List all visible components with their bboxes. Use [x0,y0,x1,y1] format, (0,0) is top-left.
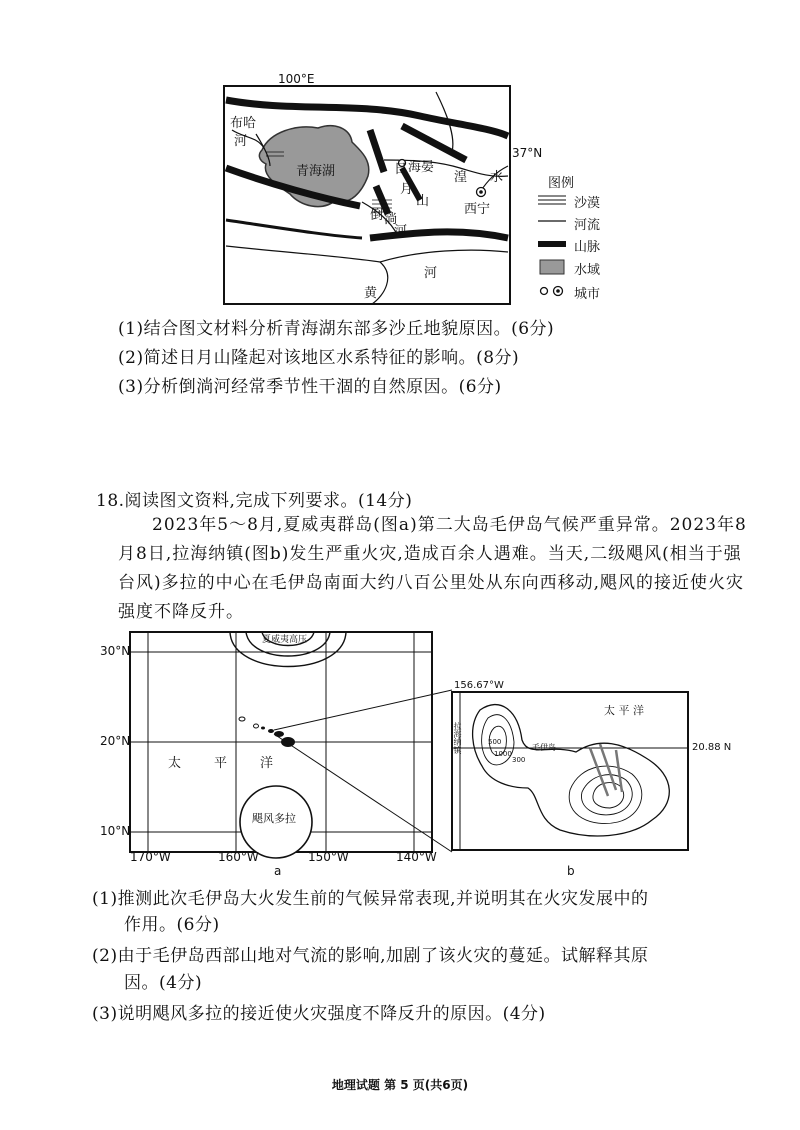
label-he3: 河 [424,266,438,281]
q18-item-1-line2: 作用。(6分) [124,915,220,935]
q18-paragraph: 2023年5～8月,夏威夷群岛(图a)第二大岛毛伊岛气候严重异常。2023年8月8日,拉海纳镇(图b)发生严重火灾,造成百余人遇难。当天,二级飓风(相当于强台风)多拉的中心在毛伊岛南面大约八百公里处从东向西移动,飓风的接近使火灾强度不降反升。 [118,515,747,622]
legend-river: 河流 [574,218,601,233]
q17-item-2: (2)简述日月山隆起对该地区水系特征的影响。(8分) [118,348,520,368]
q18-item-3-line1: (3)说明飓风多拉的接近使火灾强度不降反升的原因。(4分) [92,1004,546,1024]
q18-heading: 18.阅读图文资料,完成下列要求。(14分) [96,491,413,511]
label-shan: 山 [416,194,430,209]
map-a-lat-20: 20°N [100,734,131,748]
label-xining: 西宁 [464,202,491,217]
label-tang: 淌 [384,212,398,227]
q17-item-3: (3)分析倒淌河经常季节性干涸的自然原因。(6分) [118,377,502,397]
label-he1: 河 [234,134,248,149]
label-yue: 月 [400,182,414,197]
map-a-lon-150: 150°W [308,850,349,864]
map-a-graphic [0,620,460,880]
map-a-lon-140: 140°W [396,850,437,864]
map1-lon-label: 100°E [278,72,315,86]
map1-lat-label: 37°N [512,146,543,160]
map-a-caption: a [274,864,282,878]
label-he2: 河 [394,224,408,239]
label-qinghaihu: 青海湖 [296,164,336,179]
label-huang1: 湟 [454,170,468,185]
map-a-high-label: 夏威夷高压 [262,635,308,645]
legend-city: 城市 [574,287,601,302]
map-a-hurricane-label: 飓风多拉 [252,812,296,825]
legend-water: 水域 [574,263,601,278]
label-ri: 日 [394,162,408,177]
map-a-ocean-1: 太 [168,756,182,771]
q18-item-2-line2: 因。(4分) [124,973,203,993]
legend-title: 图例 [548,176,575,191]
legend-mountain: 山脉 [574,240,601,255]
map-a-lat-30: 30°N [100,644,131,658]
map-a-lat-10: 10°N [100,824,131,838]
map-b-lahaina-label: 拉海纳镇 [453,722,462,754]
map-a-ocean-2: 平 [214,756,228,771]
label-buha: 布哈 [230,116,257,131]
map-b-caption: b [567,864,575,878]
label-haiyan: 海晏 [408,160,435,175]
q18-item-1-line1: (1)推测此次毛伊岛大火发生前的气候异常表现,并说明其在火灾发展中的 [92,889,649,909]
map-a-ocean-3: 洋 [260,756,274,771]
page-footer: 地理试题 第 5 页(共6页) [331,1078,469,1092]
map-b-lon-label: 156.67°W [454,680,504,691]
q17-item-1: (1)结合图文材料分析青海湖东部多沙丘地貌原因。(6分) [118,319,555,339]
label-shui: 水 [490,170,504,185]
map-a-lon-160: 160°W [218,850,259,864]
label-huang2: 黄 [364,286,378,301]
map-b-island-label: 毛伊岛 [532,743,556,752]
q18-item-2-line1: (2)由于毛伊岛西部山地对气流的影响,加剧了该火灾的蔓延。试解释其原 [92,946,649,966]
map-a-lon-170: 170°W [130,850,171,864]
map-b-contour-500: 500 [488,738,502,746]
map-b-ocean-label: 太 平 洋 [604,704,644,717]
legend-desert: 沙漠 [574,196,601,211]
map-b-contour-1000: 1000 [494,750,512,758]
map-b-lat-label: 20.88 N [692,742,732,753]
map-b-contour-300: 300 [512,756,526,764]
label-dao: 倒 [370,208,384,223]
map-b-graphic [440,670,740,860]
